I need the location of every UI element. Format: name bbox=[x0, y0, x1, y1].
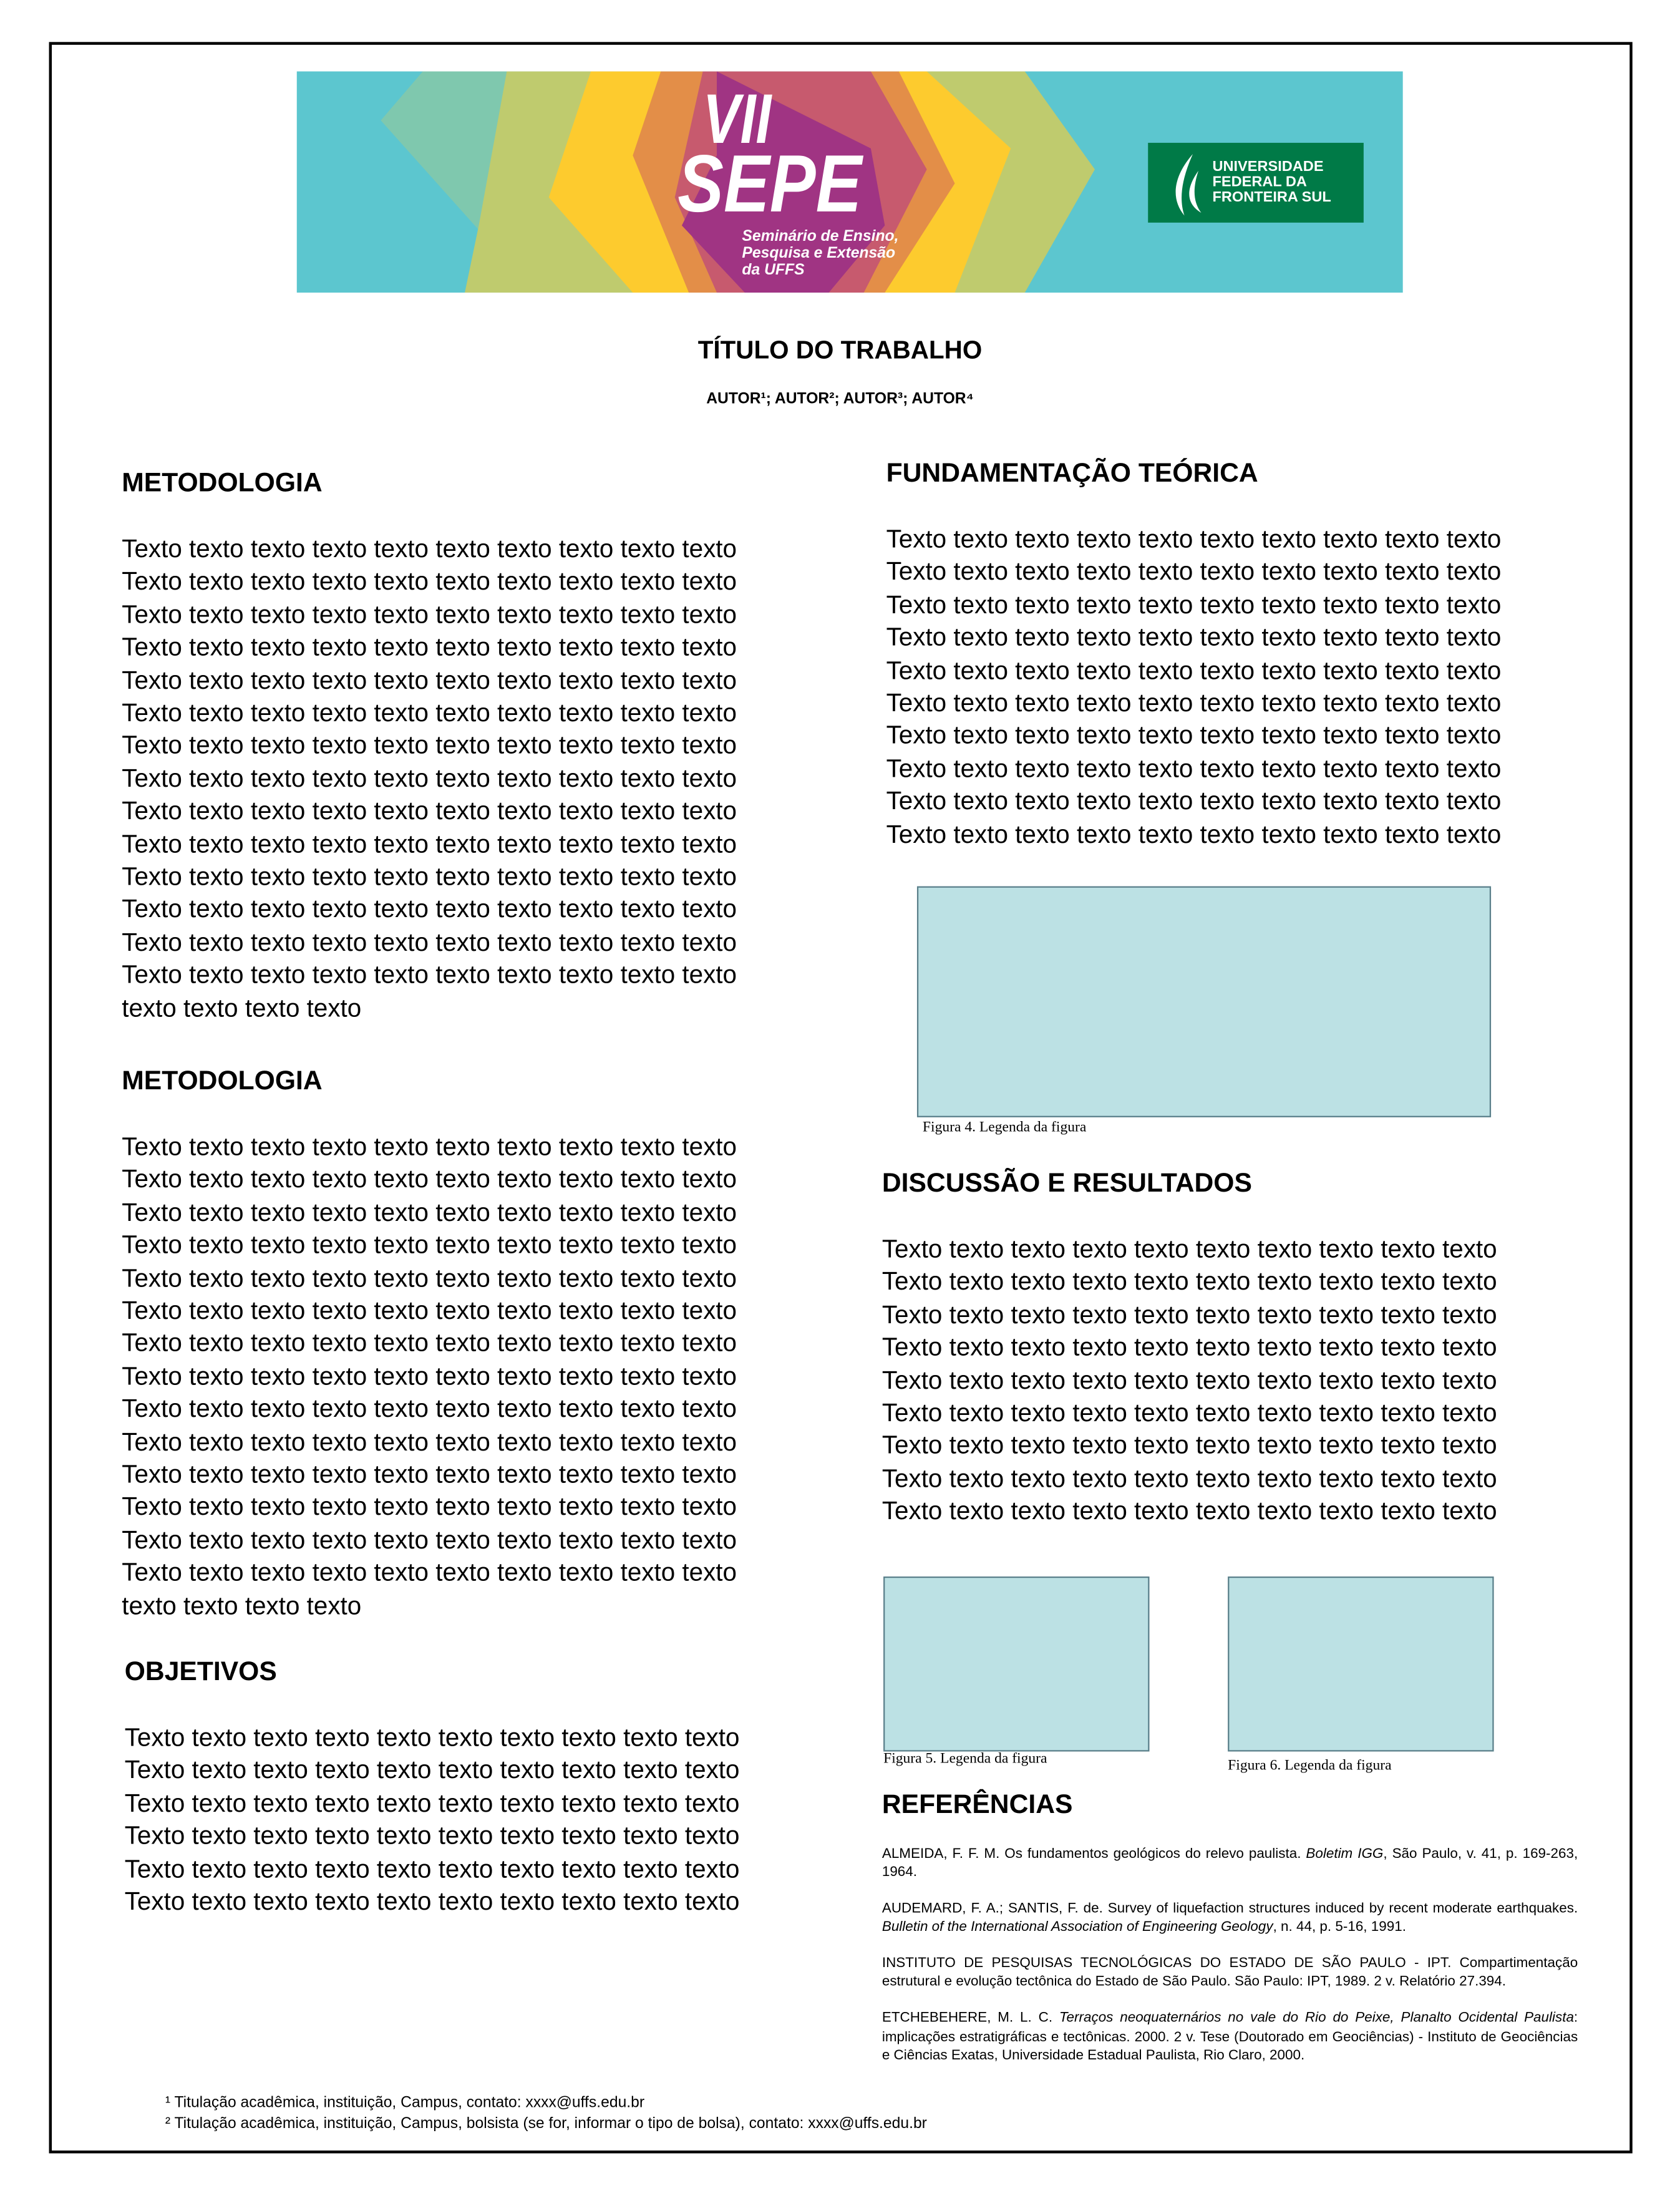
ref-text: INSTITUTO DE PESQUISAS TECNOLÓGICAS DO ESTADO DE SÃO PAULO - IPT. Compartimentação estrutural e evolução tectônica do Estado de São Paulo. São Paulo: IPT, 1989. 2 v. Relatório 27.394. bbox=[881, 1956, 1578, 1991]
section-body bbox=[886, 523, 1502, 851]
body-text-line: Texto texto texto texto texto texto texto texto texto texto bbox=[122, 895, 737, 923]
body-text-line: texto texto texto texto bbox=[122, 993, 362, 1022]
body-text-line: Texto texto texto texto texto texto texto texto texto texto bbox=[122, 698, 737, 727]
body-text-line: Texto texto texto texto texto texto texto texto texto texto bbox=[886, 787, 1502, 815]
body-text-line: Texto texto texto texto texto texto texto texto texto texto bbox=[881, 1464, 1497, 1492]
body-text-line: Texto texto texto texto texto texto texto texto texto texto bbox=[122, 764, 737, 792]
body-text-line: Texto texto texto texto texto texto texto texto texto texto bbox=[122, 1165, 737, 1193]
reference-list bbox=[882, 1845, 1578, 2083]
body-text-line: Texto texto texto texto texto texto texto texto texto texto bbox=[881, 1300, 1497, 1329]
body-text-line: Texto texto texto texto texto texto texto texto texto texto bbox=[881, 1235, 1497, 1263]
section-body bbox=[122, 533, 737, 1025]
reference-item bbox=[882, 2009, 1578, 2066]
body-text-line: Texto texto texto texto texto texto texto texto texto texto bbox=[122, 1558, 737, 1587]
body-text-line: Texto texto texto texto texto texto texto texto texto texto bbox=[881, 1366, 1497, 1394]
body-text-line: Texto texto texto texto texto texto texto texto texto texto bbox=[881, 1431, 1497, 1460]
body-text-line: Texto texto texto texto texto texto texto texto texto texto bbox=[122, 830, 737, 858]
body-text-line: Texto texto texto texto texto texto texto texto texto texto bbox=[122, 1263, 737, 1292]
body-text-line: Texto texto texto texto texto texto texto texto texto texto bbox=[122, 600, 737, 629]
ref-title: Boletim IGG bbox=[1306, 1847, 1384, 1862]
body-text-line: Texto texto texto texto texto texto texto texto texto texto bbox=[122, 1460, 737, 1489]
body-text-line: Texto texto texto texto texto texto texto texto texto texto bbox=[122, 1198, 737, 1227]
ref-title: Terraços neoquaternários no vale do Rio do Peixe, Planalto Ocidental Paulista bbox=[1059, 2011, 1574, 2026]
ref-text: , São Paulo, v. 41, p. 169-263, 1964. bbox=[881, 1847, 1578, 1881]
body-text-line: Texto texto texto texto texto texto texto texto texto texto bbox=[122, 1132, 737, 1161]
body-text-line: Texto texto texto texto texto texto texto texto texto texto bbox=[881, 1333, 1497, 1361]
ref-title: Bulletin of the International Association of Engineering Geology bbox=[881, 1920, 1273, 1936]
body-text-line: Texto texto texto texto texto texto texto texto texto texto bbox=[122, 1394, 737, 1423]
body-text-line: Texto texto texto texto texto texto texto texto texto texto bbox=[122, 862, 737, 891]
ref-text: , n. 44, p. 5-16, 1991. bbox=[1273, 1920, 1406, 1936]
section-body bbox=[882, 1233, 1497, 1528]
body-text-line: Texto texto texto texto texto texto texto texto texto texto bbox=[122, 797, 737, 825]
flame-logo-icon bbox=[1165, 151, 1207, 221]
reference-item bbox=[882, 1900, 1578, 1938]
body-text-line: Texto texto texto texto texto texto texto texto texto texto bbox=[886, 590, 1502, 619]
figure-5-placeholder bbox=[883, 1577, 1149, 1752]
body-text-line: Texto texto texto texto texto texto texto texto texto texto bbox=[122, 1329, 737, 1358]
body-text-line: Texto texto texto texto texto texto texto texto texto texto bbox=[886, 721, 1502, 750]
university-logo bbox=[1148, 143, 1364, 223]
body-text-line: Texto texto texto texto texto texto texto texto texto texto bbox=[886, 558, 1502, 586]
paper-title: TÍTULO DO TRABALHO bbox=[697, 336, 983, 364]
body-text-line: Texto texto texto texto texto texto texto texto texto texto bbox=[122, 1493, 737, 1522]
body-text-line: Texto texto texto texto texto texto texto texto texto texto bbox=[886, 656, 1502, 684]
event-name: SEPE bbox=[677, 138, 862, 230]
event-subtitle bbox=[742, 228, 898, 279]
university-line: FRONTEIRA SUL bbox=[1212, 188, 1331, 206]
university-line: UNIVERSIDADE bbox=[1212, 158, 1324, 175]
body-text-line: Texto texto texto texto texto texto texto texto texto texto bbox=[122, 731, 737, 760]
body-text-line: Texto texto texto texto texto texto texto texto texto texto bbox=[122, 666, 737, 694]
reference-item bbox=[882, 1845, 1578, 1883]
references-heading: REFERÊNCIAS bbox=[881, 1791, 1073, 1820]
body-text-line: Texto texto texto texto texto texto texto texto texto texto bbox=[122, 1231, 737, 1260]
body-text-line: Texto texto texto texto texto texto texto texto texto texto bbox=[122, 1296, 737, 1325]
body-text-line: Texto texto texto texto texto texto texto texto texto texto bbox=[886, 754, 1502, 783]
figure-6-caption: Figura 6. Legenda da figura bbox=[1228, 1758, 1392, 1774]
body-text-line: Texto texto texto texto texto texto texto texto texto texto bbox=[122, 928, 737, 956]
body-text-line: Texto texto texto texto texto texto texto texto texto texto bbox=[886, 525, 1502, 553]
body-text-line: Texto texto texto texto texto texto texto texto texto texto bbox=[122, 1362, 737, 1391]
body-text-line: Texto texto texto texto texto texto texto texto texto texto bbox=[886, 820, 1502, 848]
body-text-line: Texto texto texto texto texto texto texto texto texto texto bbox=[122, 1427, 737, 1456]
event-banner bbox=[297, 71, 1403, 293]
subtitle-line: Seminário de Ensino, bbox=[742, 228, 899, 245]
figure-6-placeholder bbox=[1228, 1577, 1493, 1752]
body-text-line: Texto texto texto texto texto texto texto texto texto texto bbox=[122, 567, 737, 596]
body-text-line: Texto texto texto texto texto texto texto texto texto texto bbox=[122, 535, 737, 563]
body-text-line: Texto texto texto texto texto texto texto texto texto texto bbox=[122, 1525, 737, 1554]
section-body bbox=[125, 1722, 740, 1918]
body-text-line: Texto texto texto texto texto texto texto texto texto texto bbox=[886, 623, 1502, 652]
body-text-line: Texto texto texto texto texto texto texto texto texto texto bbox=[124, 1854, 740, 1883]
ref-text: ALMEIDA, F. F. M. Os fundamentos geológicos do relevo paulista. bbox=[881, 1847, 1306, 1862]
event-edition: VII bbox=[702, 79, 772, 158]
section-heading: METODOLOGIA bbox=[122, 1067, 323, 1097]
university-line: FEDERAL DA bbox=[1212, 173, 1307, 191]
body-text-line: Texto texto texto texto texto texto texto texto texto texto bbox=[881, 1267, 1497, 1296]
body-text-line: Texto texto texto texto texto texto texto texto texto texto bbox=[886, 689, 1502, 717]
footnote: ¹ Titulação acadêmica, instituição, Campus, contato: xxxx@uffs.edu.br bbox=[165, 2094, 645, 2112]
body-text-line: Texto texto texto texto texto texto texto texto texto texto bbox=[881, 1399, 1497, 1427]
figure-4-caption: Figura 4. Legenda da figura bbox=[922, 1120, 1087, 1136]
ref-text: : implicações estratigráficas e tectônicas. 2000. 2 v. Tese (Doutorado em Geociências) - Instituto de Geociências e Ciências Exatas, Universidade Estadual Paulista, Rio Claro, 2000. bbox=[881, 2011, 1578, 2064]
figure-4-placeholder bbox=[917, 887, 1491, 1117]
body-text-line: Texto texto texto texto texto texto texto texto texto texto bbox=[881, 1497, 1497, 1525]
body-text-line: Texto texto texto texto texto texto texto texto texto texto bbox=[124, 1822, 740, 1850]
section-body bbox=[122, 1131, 737, 1623]
section-heading: METODOLOGIA bbox=[122, 469, 323, 498]
body-text-line: texto texto texto texto bbox=[122, 1591, 362, 1620]
body-text-line: Texto texto texto texto texto texto texto texto texto texto bbox=[122, 633, 737, 661]
figure-5-caption: Figura 5. Legenda da figura bbox=[883, 1751, 1047, 1767]
footnote: ² Titulação acadêmica, instituição, Campus, bolsista (se for, informar o tipo de bolsa), contato: xxxx@uffs.edu.br bbox=[165, 2115, 927, 2132]
subtitle-line: Pesquisa e Extensão bbox=[742, 245, 896, 262]
body-text-line: Texto texto texto texto texto texto texto texto texto texto bbox=[124, 1789, 740, 1817]
author-list: AUTOR¹; AUTOR²; AUTOR³; AUTOR⁴ bbox=[706, 391, 974, 408]
body-text-line: Texto texto texto texto texto texto texto texto texto texto bbox=[122, 961, 737, 989]
ref-text: ETCHEBEHERE, M. L. C. bbox=[881, 2011, 1059, 2026]
section-heading: OBJETIVOS bbox=[124, 1658, 277, 1688]
subtitle-line: da UFFS bbox=[742, 261, 805, 279]
body-text-line: Texto texto texto texto texto texto texto texto texto texto bbox=[124, 1756, 740, 1785]
section-heading: FUNDAMENTAÇÃO TEÓRICA bbox=[886, 459, 1258, 489]
body-text-line: Texto texto texto texto texto texto texto texto texto texto bbox=[124, 1723, 740, 1752]
reference-item bbox=[882, 1955, 1578, 1992]
section-heading: DISCUSSÃO E RESULTADOS bbox=[881, 1169, 1252, 1199]
body-text-line: Texto texto texto texto texto texto texto texto texto texto bbox=[124, 1887, 740, 1916]
ref-text: AUDEMARD, F. A.; SANTIS, F. de. Survey of liquefaction structures induced by recent moderate earthquakes. bbox=[881, 1901, 1578, 1917]
